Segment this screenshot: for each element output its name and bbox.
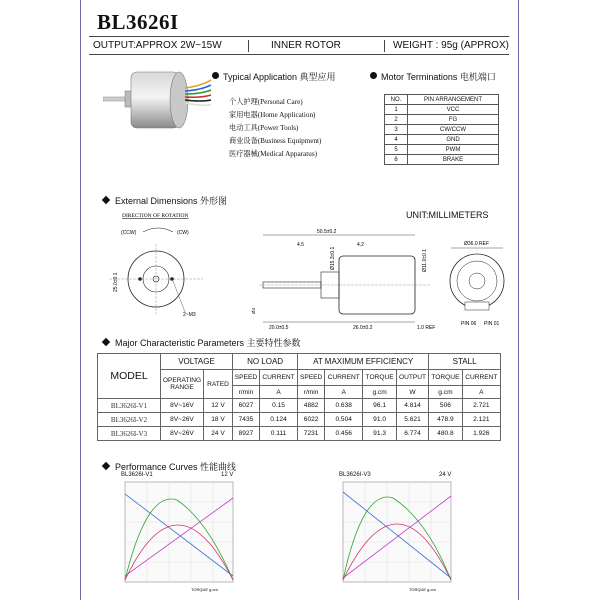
cw-label: (CW) bbox=[177, 230, 189, 236]
model-name: BL3626I-V1 bbox=[98, 399, 161, 413]
model-name: BL3626I-V3 bbox=[98, 427, 161, 441]
rotation-direction-label: DIRECTION OF ROTATION bbox=[122, 213, 189, 219]
stall-header: STALL bbox=[429, 354, 501, 370]
voltage-header: VOLTAGE bbox=[161, 354, 233, 370]
spec-cell: 5.621 bbox=[396, 413, 428, 427]
spec-cell: 8927 bbox=[233, 427, 260, 441]
header-divider bbox=[248, 40, 249, 52]
maxeff-header: AT MAXIMUM EFFICIENCY bbox=[298, 354, 429, 370]
weight: WEIGHT : 95g (APPROX) bbox=[393, 40, 509, 51]
spec-cell: 478.9 bbox=[429, 413, 462, 427]
spec-cell: 91.0 bbox=[363, 413, 396, 427]
torque-axis-label: TORQUE g.cm bbox=[409, 587, 436, 592]
bullet-icon bbox=[370, 72, 377, 79]
spec-cell: 7231 bbox=[298, 427, 325, 441]
unit-cell: g.cm bbox=[429, 386, 462, 399]
spec-row bbox=[98, 413, 501, 427]
screw-callout: 2~M3 bbox=[183, 312, 196, 318]
pin-col-arrangement: PIN ARRANGEMENT bbox=[408, 95, 499, 105]
pin-function: PWM bbox=[408, 145, 499, 155]
pin-no: 2 bbox=[385, 115, 408, 125]
pin-no: 1 bbox=[385, 105, 408, 115]
diamond-icon bbox=[102, 338, 110, 346]
pin-function: GND bbox=[408, 135, 499, 145]
pin-no: 5 bbox=[385, 145, 408, 155]
rear-view-ring bbox=[457, 261, 497, 301]
performance-curve-right bbox=[335, 480, 455, 594]
pin-function: VCC bbox=[408, 105, 499, 115]
diameter-b-dim: Ø11.0±0.1 bbox=[422, 249, 428, 272]
unit-cell: A bbox=[462, 386, 500, 399]
spec-cell: 2.721 bbox=[462, 399, 500, 413]
pin-table-header bbox=[385, 95, 499, 105]
height-b-dim: 26.0±0.2 bbox=[353, 325, 373, 330]
noload-header: NO LOAD bbox=[233, 354, 298, 370]
pin-function: BRAKE bbox=[408, 155, 499, 165]
spec-cell: 8V~26V bbox=[161, 413, 204, 427]
total-length-dim: 50.5±0.2 bbox=[317, 229, 337, 235]
spec-row bbox=[98, 427, 501, 441]
pin-row bbox=[385, 135, 499, 145]
spec-cell: 6027 bbox=[233, 399, 260, 413]
motor-photo bbox=[103, 66, 213, 138]
spec-group-row bbox=[98, 354, 501, 370]
torque-header: TORQUE bbox=[363, 370, 396, 386]
diamond-icon bbox=[102, 196, 110, 204]
diamond-icon bbox=[102, 462, 110, 470]
spec-cell: 0.456 bbox=[325, 427, 363, 441]
spec-cell: 0.111 bbox=[259, 427, 297, 441]
spec-cell: 6022 bbox=[298, 413, 325, 427]
pin1-label: PIN 01 bbox=[484, 321, 500, 327]
ccw-label: (CCW) bbox=[121, 230, 137, 236]
current-header: CURRENT bbox=[259, 370, 297, 386]
spec-cell: 6.774 bbox=[396, 427, 428, 441]
curves-heading: Performance Curves 性能曲线 bbox=[115, 462, 237, 472]
header-top-rule bbox=[89, 36, 509, 37]
spec-cell: 4882 bbox=[298, 399, 325, 413]
unit-cell: A bbox=[259, 386, 297, 399]
spec-cell: 0.124 bbox=[259, 413, 297, 427]
spec-cell: 1.926 bbox=[462, 427, 500, 441]
spec-cell: 2.121 bbox=[462, 413, 500, 427]
length-a-dim: 4.5 bbox=[297, 242, 304, 248]
pin-col-no: NO. bbox=[385, 95, 408, 105]
application-item: 个人护理(Personal Care) bbox=[229, 98, 303, 106]
op-range-header: OPERATING RANGE bbox=[161, 370, 204, 399]
shaft-diameter-dim: Ø4 bbox=[251, 307, 256, 314]
speed-header: SPEED bbox=[298, 370, 325, 386]
spec-cell: 506 bbox=[429, 399, 462, 413]
rotation-arrow-icon bbox=[143, 228, 173, 232]
application-item: 商业设备(Business Equipment) bbox=[229, 137, 322, 145]
pin-row bbox=[385, 105, 499, 115]
length-b-dim: 4.2 bbox=[357, 242, 364, 248]
pin-no: 3 bbox=[385, 125, 408, 135]
height-c-dim: 1.0 REF bbox=[417, 325, 436, 330]
application-item: 电动工具(Power Tools) bbox=[229, 124, 299, 132]
typical-application-heading: Typical Application 典型应用 bbox=[223, 72, 336, 82]
speed-header: SPEED bbox=[233, 370, 260, 386]
unit-cell: r/min bbox=[233, 386, 260, 399]
spec-cell: 0.638 bbox=[325, 399, 363, 413]
performance-curve-left bbox=[117, 480, 237, 594]
model-name: BL3626I-V2 bbox=[98, 413, 161, 427]
spec-row bbox=[98, 399, 501, 413]
spec-cell: 12 V bbox=[204, 399, 233, 413]
unit-cell: A bbox=[325, 386, 363, 399]
left-curve-voltage: 12 V bbox=[221, 472, 234, 478]
unit-cell: g.cm bbox=[363, 386, 396, 399]
spec-cell: 91.3 bbox=[363, 427, 396, 441]
unit-cell: W bbox=[396, 386, 428, 399]
output-range: OUTPUT:APPROX 2W~15W bbox=[93, 40, 222, 51]
right-curve-model: BL3626I-V3 bbox=[339, 472, 371, 478]
external-dimensions-heading: External Dimensions 外形图 bbox=[115, 196, 228, 206]
front-diameter-dim: 25.0±0.1 bbox=[113, 272, 119, 292]
output-header: OUTPUT bbox=[396, 370, 428, 386]
application-item: 医疗器械(Medical Apparatus) bbox=[229, 150, 318, 158]
parameters-table bbox=[97, 353, 501, 441]
pin-function: CW/CCW bbox=[408, 125, 499, 135]
pin-function: FG bbox=[408, 115, 499, 125]
diameter-a-dim: Ø15.3±0.1 bbox=[330, 246, 336, 270]
pin-row bbox=[385, 115, 499, 125]
rear-view-hub bbox=[469, 273, 485, 289]
pin-no: 4 bbox=[385, 135, 408, 145]
spec-cell: 480.8 bbox=[429, 427, 462, 441]
spec-cell: 24 V bbox=[204, 427, 233, 441]
datasheet-page bbox=[80, 0, 519, 600]
pin-row bbox=[385, 125, 499, 135]
bullet-icon bbox=[212, 72, 219, 79]
pin-table bbox=[384, 94, 499, 165]
rated-header: RATED bbox=[204, 370, 233, 399]
connector bbox=[465, 302, 489, 310]
model-header: MODEL bbox=[98, 354, 161, 399]
header-bottom-rule bbox=[89, 54, 509, 55]
spec-cell: 0.504 bbox=[325, 413, 363, 427]
height-a-dim: 20.0±0.5 bbox=[269, 325, 289, 330]
pin-row bbox=[385, 145, 499, 155]
spec-cell: 18 V bbox=[204, 413, 233, 427]
spec-cell: 0.15 bbox=[259, 399, 297, 413]
model-title: BL3626I bbox=[97, 10, 179, 34]
unit-cell: r/min bbox=[298, 386, 325, 399]
torque-axis-label: TORQUE g.cm bbox=[191, 587, 218, 592]
spec-cell: 8V~26V bbox=[161, 427, 204, 441]
motor-terminations-heading: Motor Terminations 电机端口 bbox=[381, 72, 496, 82]
rear-diameter-dim: Ø36.0 REF bbox=[464, 241, 490, 247]
pin-no: 6 bbox=[385, 155, 408, 165]
parameters-heading: Major Characteristic Parameters 主要特性参数 bbox=[115, 338, 301, 348]
pin6-label: PIN 06 bbox=[461, 321, 477, 327]
rear-view-outline bbox=[450, 254, 504, 308]
current-header: CURRENT bbox=[462, 370, 500, 386]
header-divider bbox=[384, 40, 385, 52]
spec-cell: 8V~16V bbox=[161, 399, 204, 413]
pin-row bbox=[385, 155, 499, 165]
dimension-drawings bbox=[91, 208, 511, 330]
unit-label: UNIT:MILLIMETERS bbox=[406, 210, 489, 220]
spec-cell: 96.1 bbox=[363, 399, 396, 413]
current-header: CURRENT bbox=[325, 370, 363, 386]
spec-cell: 7435 bbox=[233, 413, 260, 427]
right-curve-voltage: 24 V bbox=[439, 472, 452, 478]
application-item: 家用电器(Home Application) bbox=[229, 111, 316, 119]
rotor-type: INNER ROTOR bbox=[271, 40, 341, 51]
left-curve-model: BL3626I-V1 bbox=[121, 472, 153, 478]
spec-cell: 4.814 bbox=[396, 399, 428, 413]
torque-header: TORQUE bbox=[429, 370, 462, 386]
